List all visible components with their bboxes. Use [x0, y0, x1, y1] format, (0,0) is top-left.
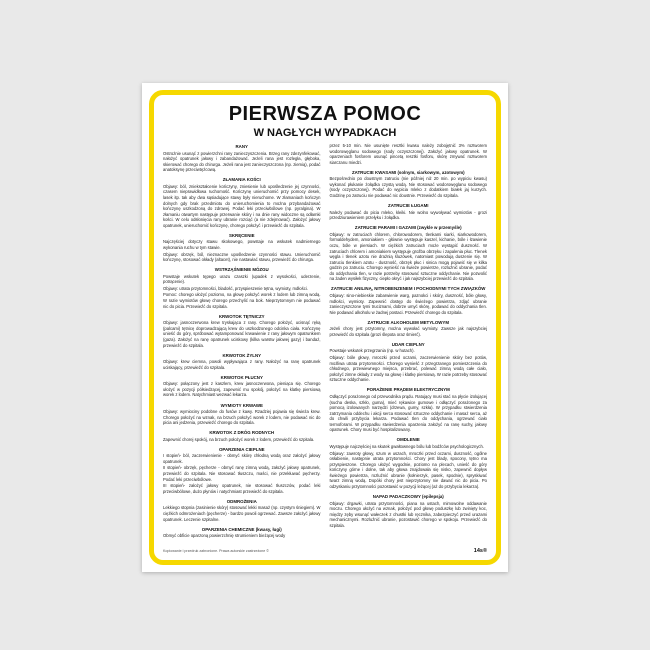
section-heading: SKRĘCENIE	[228, 232, 255, 238]
section-heading: KRWOTOK ŻYLNY	[222, 352, 262, 358]
section-body	[330, 210, 488, 221]
section	[330, 225, 488, 282]
paragraph: Objawy: jasnoczerwona krew tryskająca z rany. Chorego położyć, ucisnąć ręką (palcami) tętnicę doprowadzającą krew do uszkodzonego odcinka ciała. Kończynę unieść do góry, spróbować wytamponować krwawienie z rany jałowym opatrunkiem (gaza). Założyć na ranę opatrunek uciskowy (kilka warstw jałowej gazy) i bandaż, przewieźć do szpitala.	[163, 320, 321, 348]
section-body	[163, 320, 321, 348]
section-heading: ZATRUCIE ANILINĄ, NITROBENZENEM I POCHODNYMI TYCH ZWIĄZKÓW	[331, 286, 486, 292]
section-heading: ZATRUCIE KWASAMI (solnym, siarkowym, azotowym)	[351, 169, 465, 175]
section-body	[163, 437, 321, 443]
column-right	[330, 143, 488, 544]
section-heading: ZATRUCIE ŁUGAMI	[388, 203, 429, 209]
section	[163, 177, 321, 228]
paragraph: Ostrożnie usunąć z powierzchni rany zanieczyszczenia. Brzeg rany zdezynfekować, nałożyć opatrunek jałowy i zabandażować. Jeżeli rana jest rozległa, głęboka, skierować chorego do chirurga. Jeżeli rana jest zanieczyszczona (np. ziemią), podać anatoksynę przeciwtężcową.	[163, 150, 321, 173]
section	[330, 203, 488, 221]
column-left	[163, 143, 321, 544]
section-body	[330, 176, 488, 198]
section-heading: RANY	[235, 144, 248, 149]
paragraph: Powstaje wskutek tępego urazu czaszki (upadek z wysokości, uderzenie, potrącenie).	[163, 273, 321, 285]
section-heading: OMDLENIE	[396, 437, 420, 443]
poster-subtitle: W NAGŁYCH WYPADKACH	[253, 127, 397, 139]
section-heading: ZŁAMANIA KOŚCI	[222, 177, 261, 183]
paragraph: Występuje najczęściej na skutek gwałtownego bólu lub bodźców psychologicznych.	[329, 443, 485, 449]
paragraph: Powstaje wskutek przegrzania (np. w hutach).	[329, 348, 415, 354]
section	[330, 320, 488, 338]
section-body	[330, 348, 488, 382]
section-body	[330, 326, 488, 337]
paragraph: Objawy: utrata przytomności, bladość, przyspieszenie tętna, wymioty, mdłości.	[163, 285, 308, 291]
section-heading: KRWOTOK Z DRÓG RODNYCH	[209, 430, 275, 436]
section-heading: OPARZENIA CIEPLNE	[218, 446, 265, 452]
paragraph: Odłączyć porażonego od przewodnika prądu. Ratujący musi stać na płycie izolującej (sucha deska, szkło, guma), mieć rękawice gumowe i odłączyć porażonego za pomocą izolowanych narzędzi (drzewa, gumy, szkła). W przypadku stwierdzenia zatrzymania oddechu i akcji serca stosować sztuczne oddychanie i masaż serca, aż do chwili przybycia lekarza. Podawać tlen do oddychania, ogrzewać ciało termoforami. W przypadku stwierdzenia oparzenia założyć na ranę suchy, jałowy opatrunek. Chory musi być hospitalizowany.	[329, 393, 487, 433]
paragraph: Jeżeli chory jest przytomny, można wywołać wymioty. Zawsze jak najszybciej przewieźć do szpitala (grozi ślepota oraz śmierć).	[329, 326, 487, 337]
paragraph: Objawy: wymiociny podobne do fusów z kawy. Rzadziej pojawia się świeża krew. Chorego położyć na wznak, na brzuch położyć worek z lodem, nie podawać nic do picia ani jedzenia, przewieźć chorego do szpitala.	[163, 409, 321, 426]
section	[163, 375, 321, 398]
paragraph: Objawy: w zatruciach chlorem, chlorowodorem, tlenkami siarki, siarkowodorem, formaldehydem, amoniakiem - głównie występuje kaszel, kichanie, bóle i łzawienie oczu, bóle w piersiach. W ciężkich zatruciach może wystąpić duszność. W zatruciach chlorem i amoniakiem występuje groźba obrzęku i zapalenia płuc. Tlenek węgla i tlenek azotu nie drażnią śluzówek, natomiast powodują duszenie się. W zatruciu tlenkiem azotu - duszność, obrzęk płuc i sinica mogą pojawić się w kilka godzin po zatruciu. Chorego wynieść na świeże powietrze, rozluźnić ubranie, podać do oddychania tlen, w razie potrzeby stosować sztuczne oddychanie. Nie pozwolić na żaden wysiłek fizyczny, ciepło okryć i jak najszybciej przewieźć do szpitala.	[329, 231, 487, 282]
paragraph: Objawy: obrzęk, ból, nieznaczne upośledzenie czynności stawu. Unieruchomić kończynę, stosować okłady (altacet), nie nastawiać stawu, przewieźć do chirurga.	[163, 251, 321, 263]
section-body	[330, 501, 488, 529]
poster-page	[142, 83, 508, 572]
poster-title: PIERWSZA POMOC	[228, 103, 422, 125]
section	[163, 353, 321, 371]
section-heading: UDAR CIEPLNY	[391, 341, 425, 347]
section	[163, 233, 321, 263]
section	[330, 494, 488, 528]
section-body	[330, 293, 488, 315]
section-body	[163, 533, 321, 539]
section	[163, 527, 321, 539]
yellow-border-frame	[149, 90, 501, 565]
section-body	[163, 505, 321, 522]
section-heading: KRWOTOK TĘTNICZY	[218, 313, 265, 319]
paragraph: Lekkiego stopnia (zasinienie skóry) stosować lekki masaż (np. czystym śniegiem). W ciężkich odmrożeniach (pęcherze) - bardzo powoli ogrzewać. Zawsze założyć jałowy opatrunek. Leczenie szpitalne.	[163, 505, 321, 522]
section-heading: NAPAD PADACZKOWY (epilepsja)	[372, 494, 444, 500]
paragraph: III stopień- założyć jałowy opatrunek, nie stosować tłuszczów, podać leki przeciwbólowe, dużo płynów i natychmiast przewieźć do szpitala.	[163, 483, 321, 494]
section-body	[163, 409, 321, 426]
section-heading: PORAŻENIE PRĄDEM ELEKTRYCZNYM	[366, 387, 450, 393]
section-body	[163, 239, 321, 262]
section	[330, 170, 488, 199]
paragraph: Objawy: zawroty głowy, szum w uszach, mroczki przed oczami, duszność, ogólne osłabienie, następnie utrata przytomności. Chory jest blady, spocony, tętno ma przyspieszone. Chorego ułożyć wygodnie, poziomo na plecach, unieść do góry kończyny górne i dolne, tak aby głowa znajdowała się nisko, zapewnić dopływ świeżego powietrza, rozluźnić ubranie (kołnierzyk, pasek, spodnie), spryskiwać twarz zimną wodą. Dopóki chory jest nieprzytomny nie dawać nic do picia. Po odzyskaniu przytomności pozostawić w pozycji leżącej (aż do przybycia lekarza).	[329, 450, 487, 490]
text-columns	[163, 143, 487, 544]
section-body	[163, 151, 321, 173]
paragraph: Objawy: połączony jest z kaszlem, krew jasnoczerwona, pieniąca się. Chorego ułożyć w pozycji półsiedzącej, zapewnić mu spokój, położyć na klatkę piersiową worek z lodem. Natychmiast wezwać lekarza.	[163, 381, 321, 398]
section-body	[330, 394, 488, 433]
paragraph: Objawy: drgawki, utrata przytomności, piana na ustach, mimowolne oddawanie moczu. Chorego ułożyć na wznak, położyć pod głowę poduszkę lub zwinięty koc, między zęby wsunąć wałeczek z chustki lub ręcznika, zabezpieczyć przed urazami mechanicznymi. Rozluźnić ubranie, pozostawić chorego w spokoju. Przewieźć do szpitala.	[329, 500, 487, 528]
section-body	[330, 143, 488, 165]
section-body	[163, 184, 321, 229]
section-heading: ZATRUCIE PARAMI I GAZAMI (zwykle w przemyśle)	[354, 225, 462, 231]
section-heading: ZATRUCIE ALKOHOLEM METYLOWYM	[367, 319, 449, 325]
paragraph: Objawy: krew ciemna, powoli wypływająca z rany. Nałożyć na ranę opatrunek uciskający, przewieźć do szpitala.	[163, 359, 321, 370]
section	[163, 499, 321, 522]
section	[163, 267, 321, 309]
section-body	[163, 453, 321, 494]
section-heading: OPARZENIA CHEMICZNE (kwasy, ługi)	[201, 526, 282, 532]
section	[330, 286, 488, 315]
section	[330, 342, 488, 383]
section-body	[330, 444, 488, 490]
paragraph: Należy podawać do picia mleko, kleiki. Nie wolno wywoływać wymiotów - grozi przedziurawieniem przełyku i żołądka.	[329, 209, 487, 221]
section-heading: KRWOTOK PŁUCNY	[220, 374, 263, 380]
section	[163, 403, 321, 426]
paragraph: przez 5-10 min. Nie usunięte resztki kwasu należy zobojętnić 3% roztworem wodorowęglanu sodowego (sody oczyszczonej). Założyć jałowy opatrunek. W oparzeniach fosforem usunąć pincetą resztki fosforu, skórę zmywać roztworem siarczanu miedzi.	[329, 143, 487, 165]
section-body	[163, 381, 321, 398]
catalog-code: 14s®	[473, 548, 487, 554]
paragraph: I stopień- ból, zaczerwienienie - obmyć skórę chłodną wodą oraz założyć jałowy opatrunek.	[163, 453, 321, 464]
section-body	[163, 274, 321, 309]
section-body	[330, 232, 488, 282]
copyright-note: Kopiowanie i przedruk zabronione. Prawa autorskie zastrzeżone ©	[163, 549, 269, 553]
section	[163, 144, 321, 173]
section-heading: WYMIOTY KRWAWE	[220, 402, 263, 408]
section	[330, 143, 488, 165]
paragraph: Najczęściej dotyczy stawu skokowego, powstaje na wskutek nadmiernego wykonania ruchu w tym stawie.	[163, 239, 321, 251]
section	[330, 437, 488, 489]
paragraph: Zapewnić chorej spokój, na brzuch położyć worek z lodem, przewieźć do szpitala.	[163, 436, 315, 442]
paragraph: Bezpośrednio po doustnym zatruciu (nie później niż 20 min. po wypiciu kwasu) wykonać płukanie żołądka czystą wodą. Nie stosować wodorowęglanu sodowego (sody oczyszczonej). Podać do wypicia mleko z dodatkiem białek jaj kurzych. Godzinę po zatruciu nie podawać nic doustnie. Przewieźć do szpitala.	[329, 176, 487, 199]
section	[163, 447, 321, 495]
section	[330, 387, 488, 433]
paragraph: Objawy: bóle głowy, mroczki przed oczami, zaczerwienienie skóry bez potów, możliwa utrata przytomności. Chorego wynieść z przegrzanego pomieszczenia do chłodnego, przewiewnego miejsca, przebrać, polewać zimną wodą całe ciało, położyć zimne okłady z wody na głowę i klatkę piersiową. W razie potrzeby stosować sztuczne oddychanie.	[329, 355, 487, 383]
section	[163, 430, 321, 442]
paragraph: Pomoc: chorego ułożyć poziomo, na głowę położyć worek z lodem lub zimną wodą. W razie wymiotów głowę chorego przechylić na bok. Nieprzytomnym nie podawać nic do picia. Przewieźć do szpitala.	[163, 292, 321, 309]
section-heading: ODMROŻENIA	[226, 498, 257, 504]
paragraph: II stopień- obrzęk, pęcherze - obmyć ranę zimną wodą, założyć jałowy opatrunek, przewieźć do szpitala. Nie stosować tłuszczu, maści, nie przekłuwać pęcherzy. Podać leki przeciwbólowe.	[163, 465, 321, 482]
footer-row	[163, 545, 487, 557]
section-body	[163, 359, 321, 370]
paragraph: Obmyć obficie oparzoną powierzchnię strumieniem bieżącej wody	[163, 533, 286, 539]
section	[163, 314, 321, 348]
paragraph: Objawy: sino-niebieskie zabarwienie warg, paznokci i skóry, duszność, bóle głowy, mdłości, wymioty. Zapewnić dostęp do świeżego powietrza, zdjąć ubranie zanieczyszczone tymi truciznami, dobrze umyć skórę, podawać do oddychania tlen. Nie podawać alkoholu w żadnej postaci. Przewieźć chorego do szpitala.	[329, 292, 487, 315]
section-heading: WSTRZĄŚNIENIE MÓZGU	[214, 267, 269, 273]
poster-content	[163, 98, 487, 557]
paragraph: Objawy: ból, zniekształcenie kończyny, zniesienie lub upośledzenie jej czynności, czasem nieprawidłowa ruchomość. Kończynę unieruchomić przy pomocy desek, lasek itp. tak aby dwa sąsiadujące stawy były nieruchome. W złamaniach kończyn dolnych gdy brak przedmiotu do unieruchomienia to można przybandażować kończynę uszkodzoną do zdrowej. Podać leki przeciwbólowe (np. pyralgina). W złamaniu otwartym następuje przerwanie skóry i na dnie rany widoczne są odłamki kości. W celu odsłonięcia rany ubranie rozciąć (a nie zdejmować). Założyć jałowy opatrunek, unieruchomić kończynę, chorego położyć i przewieźć do szpitala.	[163, 183, 321, 228]
